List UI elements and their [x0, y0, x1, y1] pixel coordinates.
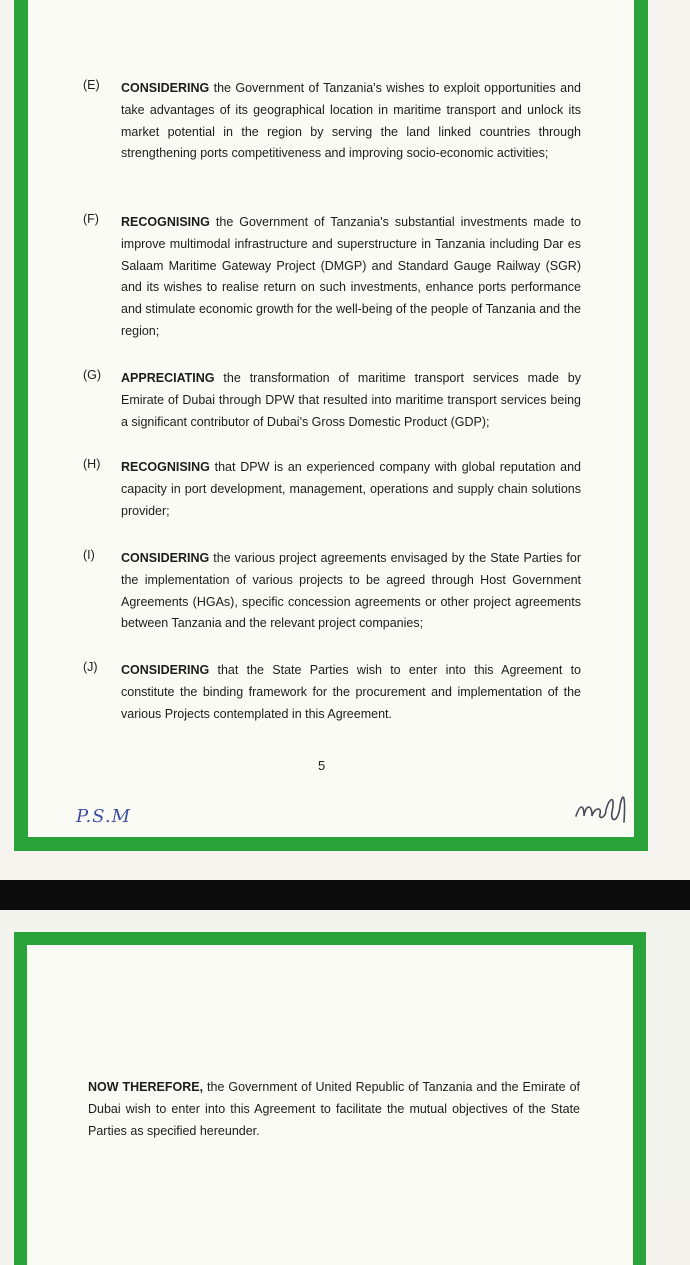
- page-6: [0, 910, 690, 1200]
- now-therefore-clause: NOW THEREFORE, the Government of United Republic of Tanzania and the Emirate of Dubai wish to enter into this Agreement to facilitate the mutual objectives of the State Parties as specified hereunder.: [88, 1080, 580, 1138]
- clause-text: CONSIDERING the various project agreements envisaged by the State Parties for the implementation of various projects to be agreed through Host Government Agreements (HGAs), specific concession agreements or other project agreements between Tanzania and the relevant project companies;: [121, 551, 581, 631]
- clause-text: CONSIDERING the Government of Tanzania's wishes to exploit opportunities and take advantages of its geographical location in maritime transport and unlock its market potential in the region by serving the land linked countries through strengthening ports competitiveness and improving socio-economic activities;: [121, 81, 581, 161]
- clause-text: CONSIDERING that the State Parties wish to enter into this Agreement to constitute the binding framework for the procurement and implementation of the various Projects contemplated in this Agreement.: [121, 663, 581, 721]
- clause-letter: (G): [83, 368, 102, 382]
- initials-left: P.S.M: [76, 806, 132, 827]
- initials-right-signature: [572, 782, 628, 830]
- clause-letter: (J): [83, 660, 98, 674]
- clause-text: RECOGNISING that DPW is an experienced company with global reputation and capacity in port development, management, operations and supply chain solutions provider;: [121, 460, 581, 518]
- clause-letter: (H): [83, 457, 101, 471]
- clause-letter: (E): [83, 78, 100, 92]
- clause-letter: (F): [83, 212, 99, 226]
- clause-text: RECOGNISING the Government of Tanzania's substantial investments made to improve multimodal infrastructure and superstructure in Tanzania including Dar es Salaam Maritime Gateway Project (DMGP) and Standard Gauge Railway (SGR) and its wishes to realise return on such investments, enhance ports performance and stimulate economic growth for the well-being of the people of Tanzania and the region;: [121, 215, 581, 338]
- clause-letter: (I): [83, 548, 95, 562]
- page-number: 5: [318, 758, 326, 773]
- page-separator: [0, 880, 690, 910]
- clause-text: APPRECIATING the transformation of maritime transport services made by Emirate of Dubai through DPW that resulted into maritime transport services being a significant contributor of Dubai's Gross Domestic Product (GDP);: [121, 371, 581, 429]
